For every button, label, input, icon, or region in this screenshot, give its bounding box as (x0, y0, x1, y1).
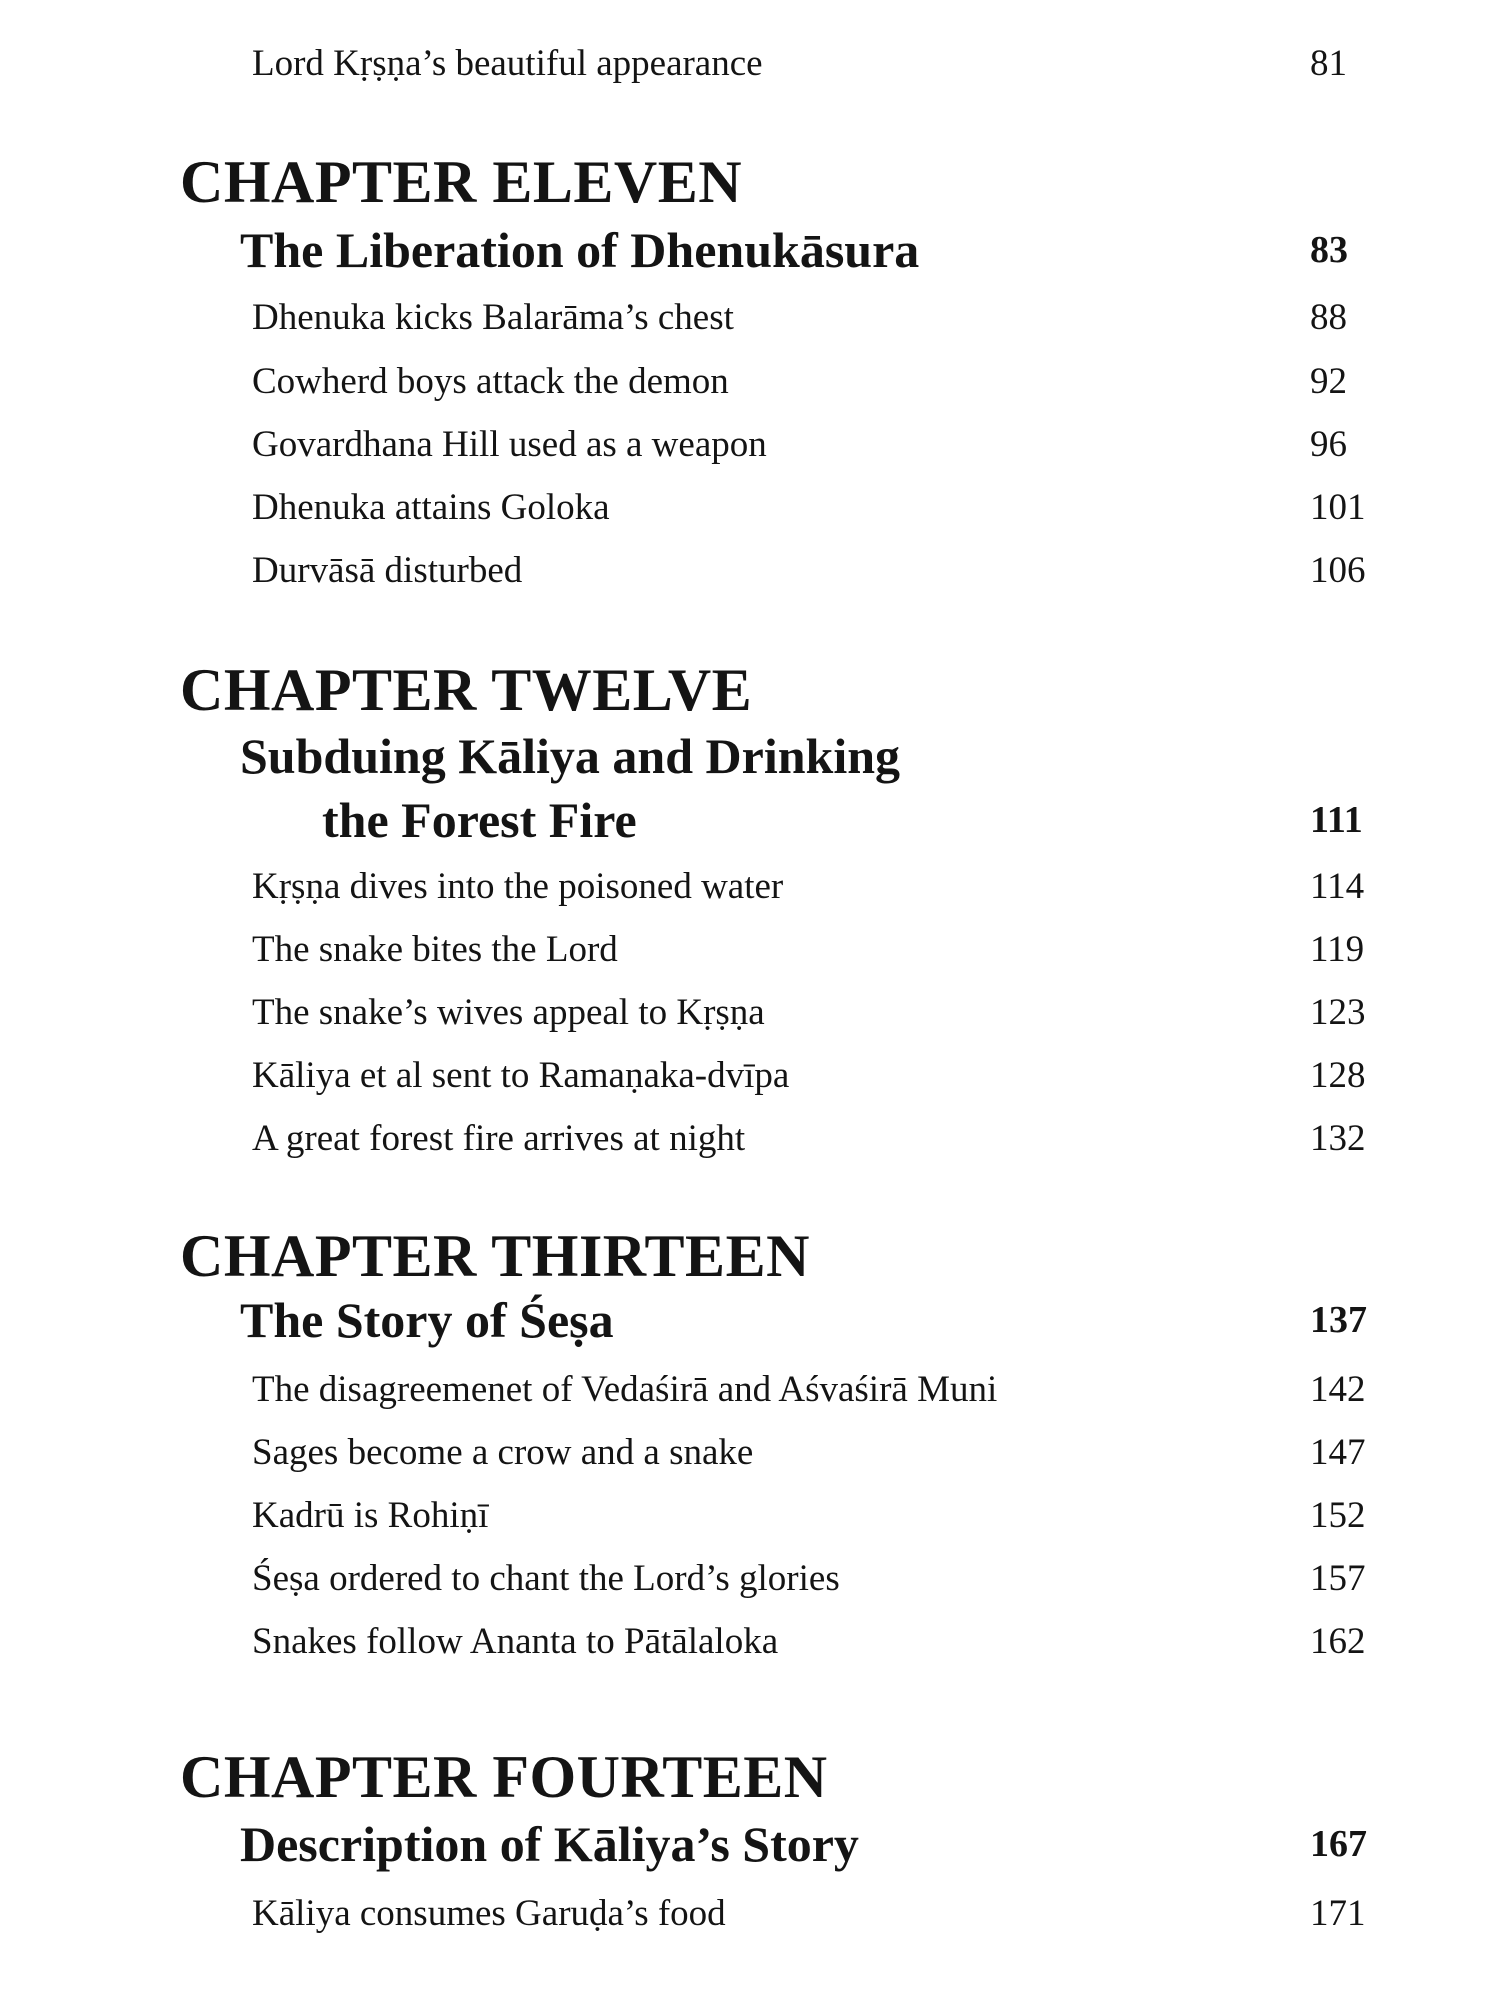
chapter-heading: CHAPTER THIRTEEN (180, 1223, 810, 1289)
chapter-title-text (240, 1812, 859, 1876)
toc-entry (252, 356, 1382, 408)
toc-entry (252, 1553, 1382, 1605)
toc-entry-page: 119 (1310, 929, 1365, 970)
toc-entry-title: Dhenuka kicks Balarāma’s chest (252, 297, 734, 338)
toc-entry (252, 861, 1382, 913)
chapter-page: 137 (1310, 1299, 1367, 1341)
toc-entry (252, 1364, 1382, 1416)
toc-entry (252, 924, 1382, 976)
toc-entry-page: 81 (1310, 43, 1347, 84)
toc-entry-title: The snake’s wives appeal to Kṛṣṇa (252, 992, 765, 1033)
toc-entry-page: 96 (1310, 424, 1347, 465)
toc-entry-title: Lord Kṛṣṇa’s beautiful appearance (252, 43, 763, 84)
chapter-title (240, 724, 1382, 852)
toc-entry-title: Śeṣa ordered to chant the Lord’s glories (252, 1558, 840, 1599)
chapter-page: 83 (1310, 229, 1348, 271)
chapter-title (240, 218, 1382, 282)
toc-entry-page: 132 (1310, 1118, 1366, 1159)
chapter-title-line: The Story of Śeṣa (240, 1292, 614, 1348)
chapter-title (240, 1288, 1382, 1352)
toc-entry (252, 545, 1382, 597)
toc-entry-title: The snake bites the Lord (252, 929, 618, 970)
chapter-heading: CHAPTER TWELVE (180, 657, 753, 723)
toc-entry-page: 142 (1310, 1369, 1366, 1410)
toc-entry (252, 1113, 1382, 1165)
toc-entry-page: 152 (1310, 1495, 1366, 1536)
chapter-page: 167 (1310, 1823, 1367, 1865)
toc-entry-page: 147 (1310, 1432, 1366, 1473)
toc-entry (252, 1490, 1382, 1542)
toc-entry-page: 157 (1310, 1558, 1366, 1599)
chapter-heading: CHAPTER ELEVEN (180, 149, 743, 215)
toc-entry (252, 419, 1382, 471)
toc-entry-title: Cowherd boys attack the demon (252, 361, 729, 402)
toc-entry (252, 1888, 1382, 1940)
toc-entry (252, 1050, 1382, 1102)
toc-entry-page: 171 (1310, 1893, 1366, 1934)
toc-entry-title: Dhenuka attains Goloka (252, 487, 610, 528)
toc-entry (252, 38, 1382, 90)
toc-entry-title: Kāliya et al sent to Ramaṇaka-dvīpa (252, 1055, 790, 1096)
toc-entry (252, 987, 1382, 1039)
toc-entry-page: 128 (1310, 1055, 1366, 1096)
chapter-heading: CHAPTER FOURTEEN (180, 1744, 828, 1810)
toc-entry-title: Durvāsā disturbed (252, 550, 523, 591)
toc-entry (252, 1616, 1382, 1668)
toc-entry-title: Kāliya consumes Garuḍa’s food (252, 1893, 726, 1934)
toc-entry-title: The disagreemenet of Vedaśirā and Aśvaśirā Muni (252, 1369, 998, 1410)
toc-entry-page: 106 (1310, 550, 1366, 591)
toc-entry-page: 101 (1310, 487, 1366, 528)
toc-entry-title: Govardhana Hill used as a weapon (252, 424, 767, 465)
toc-entry-title: A great forest fire arrives at night (252, 1118, 746, 1159)
chapter-title-text (240, 218, 919, 282)
chapter-title (240, 1812, 1382, 1876)
chapter-title-line: Subduing Kāliya and Drinking (240, 728, 901, 784)
toc-entry-title: Snakes follow Ananta to Pātālaloka (252, 1621, 779, 1662)
toc-entry (252, 482, 1382, 534)
chapter-page: 111 (1310, 799, 1363, 841)
toc-entry-page: 114 (1310, 866, 1365, 907)
chapter-title-line: the Forest Fire (322, 792, 637, 848)
toc-entry (252, 1427, 1382, 1479)
toc-entry-page: 88 (1310, 297, 1347, 338)
chapter-title-line: The Liberation of Dhenukāsura (240, 222, 920, 278)
toc-entry-page: 92 (1310, 361, 1347, 402)
chapter-title-line: Description of Kāliya’s Story (240, 1816, 859, 1872)
chapter-title-text (240, 724, 900, 852)
toc-entry (252, 292, 1382, 344)
toc-entry-title: Kṛṣṇa dives into the poisoned water (252, 866, 784, 907)
toc-entry-page: 162 (1310, 1621, 1366, 1662)
toc-entry-page: 123 (1310, 992, 1366, 1033)
toc-entry-title: Kadrū is Rohiṇī (252, 1495, 489, 1536)
toc-entry-title: Sages become a crow and a snake (252, 1432, 754, 1473)
chapter-title-text (240, 1288, 614, 1352)
